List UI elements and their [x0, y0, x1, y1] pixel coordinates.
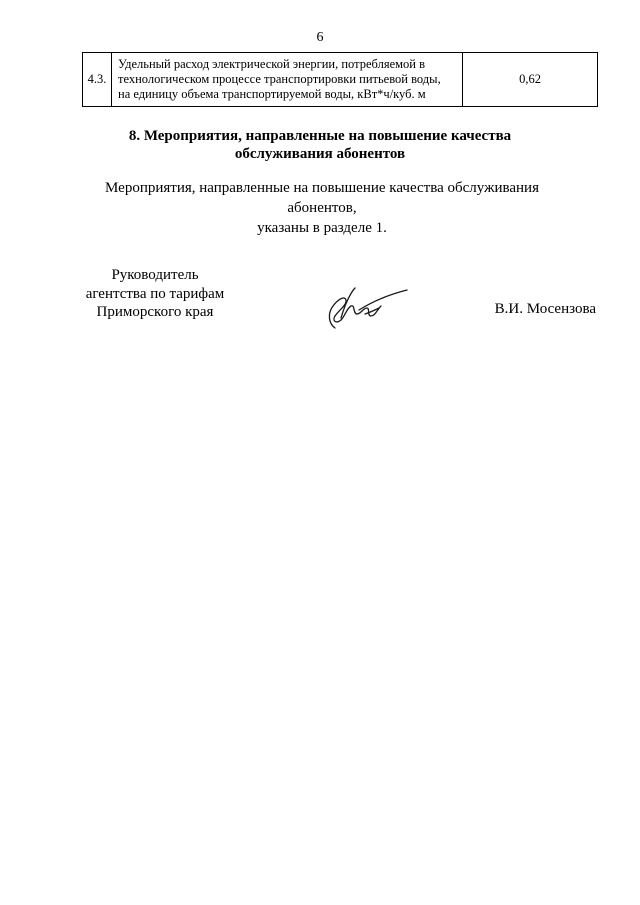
section-heading-line-1: 8. Мероприятия, направленные на повышение качества	[128, 128, 512, 144]
table-row	[83, 53, 598, 107]
page-number: 6	[316, 30, 324, 45]
signer-name: В.И. Мосензова	[494, 301, 596, 317]
signer-position-line-1: Руководитель	[111, 267, 199, 283]
handwritten-signature-icon	[315, 284, 410, 334]
indicators-table	[82, 52, 598, 107]
row-description-cell: Удельный расход электрической энергии, потребляемой в технологическом процессе транспортировки питьевой воды, на единицу объема транспортируемой воды, кВт*ч/куб. м	[112, 53, 463, 107]
section-paragraph	[72, 178, 572, 238]
section-heading-line-2: обслуживания абонентов	[234, 146, 406, 162]
section-paragraph-line-1: Мероприятия, направленные на повышение качества обслуживания абонентов,	[105, 180, 539, 216]
signer-position-line-2: агентства по тарифам	[85, 285, 225, 302]
row-value-cell: 0,62	[463, 53, 598, 107]
signer-position	[80, 266, 230, 322]
section-paragraph-line-2: указаны в разделе 1.	[257, 220, 387, 236]
section-heading	[100, 127, 540, 163]
row-number-cell: 4.3.	[83, 53, 112, 107]
signer-position-line-3: Приморского края	[96, 304, 214, 320]
